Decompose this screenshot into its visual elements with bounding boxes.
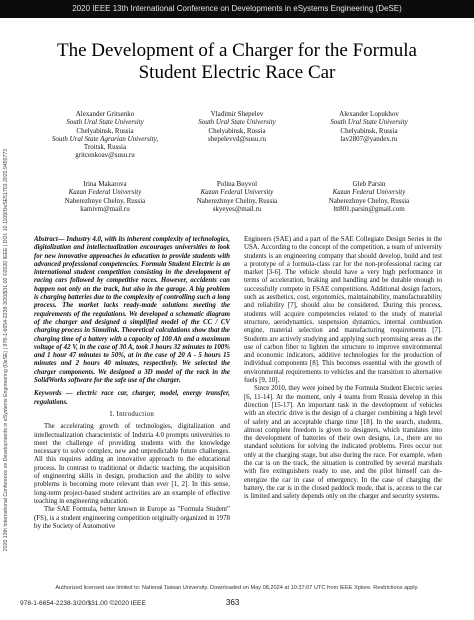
author-city: Troitsk, Russia: [83, 143, 127, 152]
author-email: kamivm@mail.ru: [80, 204, 130, 213]
doi-sidebar-text: 2020 13th International Conference on Developments in eSystems Engineering (DeSE) | 978-1-6654-2238-3/20/$31.00 ©2020 IEEE | DOI: 10.1109/DeSE51703.2020.9450773: [3, 148, 9, 552]
author-block: [40, 180, 170, 213]
page-number: 363: [226, 598, 240, 607]
author-name: Irina Makarova: [83, 180, 127, 188]
author-affiliation: South Ural State University: [66, 118, 144, 127]
author-email: skyeyes@mail.ru: [212, 204, 262, 213]
author-block: [40, 110, 170, 160]
body-paragraph: Since 2010, they were joined by the Formula Student Electric series [6, 11-14]. At the moment, only 4 teams from Russia develop in this direction [15-17]. An important task in the development of vehicles with an electric drive is the design of a charger combining a high level of safety and an acceptable charge time [18]. In the search, students, almost complete freedom is given to designers, which translates into the development of batteries of their own designs, i.e., there are no standard solutions for solving the indicated problems. Fires occur not only at the charging stage, but also during the race. For example, when the car is on the track, the situation is controlled by several marshals with fire extinguishers ready to use, and the pilot himself can de-energize the car in case of emergency. In the case of charging the battery, the car is in the closed paddock mode, that is, access to the car is limited and safety depends only on the charger and security systems.: [244, 385, 442, 501]
author-name: Gleb Parsin: [352, 180, 386, 188]
title-line-1: The Development of a Charger for the Formula: [56, 40, 417, 61]
author-name: Alexander Lopukhov: [339, 110, 399, 118]
section-heading: I. Introduction: [109, 410, 155, 418]
doi-sidebar: [2, 80, 10, 620]
author-block: [172, 180, 302, 213]
author-city: Naberezhnye Chelny, Russia: [328, 196, 410, 205]
body-paragraph: The SAE Formula, better known in Europe as "Formula Student" (FS), is a student engineering competition originally organized in 1978 by the Society of Automotive: [34, 506, 230, 530]
abstract: Abstract— Industry 4.0, with its inherent complexity of technologies, digitalization and intellectualization encourages universities to look for new innovative approaches in education to provide students with advanced professional competencies. Formula Student Electric is an international student competition consisting in the development of racing cars followed by competitive races. However, accidents can happen not only on the track, but also in the garage. A big problem is charging batteries due to the complexity of controlling such a long process. The market lacks ready-made solutions meeting the requirements of the regulations. We developed a schematic diagram of the charger and designed a simplified model of the CC / CV charging process in Simulink. Theoretical calculations show that the charging time of a battery with a capacity of 100 Ah and a maximum voltage of 42 V, in the case of 30 A, took 3 hours 32 minutes to 100% and 1 hour 47 minutes to 50%, at in the case of 20 A - 5 hours 15 minutes and 2 hours 40 minutes, respectively. We selected the charger components. We designed a 3D model of the rack in the SolidWorks software for the safe use of the charger.: [34, 236, 230, 385]
author-city: Chelyabinsk, Russia: [76, 126, 134, 135]
author-affiliation: Kazan Federal University: [68, 188, 142, 197]
paper-title: [20, 40, 454, 84]
author-affiliation: Kazan Federal University: [200, 188, 274, 197]
author-name: Alexander Gritsenko: [75, 110, 135, 118]
license-notice: Authorized licensed use limited to: National Taiwan University. Downloaded on May 08,2024 at 10:37:07 UTC from IEEE Xplore. Restrictions apply.: [55, 585, 419, 591]
author-name: Vladimir Shepelev: [210, 110, 264, 118]
body-paragraph: Engineers (SAE) and a part of the SAE Collegiate Design Series in the USA. According to the concept of the competition, a team of university students is an engineering company that should develop, build and test a prototype of a formula-class car for the non-professional racing car market [3-6]. The vehicle should have a very high performance in terms of acceleration, braking and handling and be durable enough to successfully compete in FSAE competitions. Additional design factors, such as aesthetics, cost, ergonomics, maintainability, manufacturability and reliability [7], should also be considered. During this process, students will acquire competencies related to the study of material structure, aerodynamics, suspension dynamics, internal combustion engine, material selection and manufacturing requirements [7]. Students are actively studying and applying such promising areas as the use of carbon fiber to lighten the structure to improve environmental and economic indicators, additive technologies for the production of individual components [8]. This becomes essential with the growth of environmental requirements to vehicles and the transition to alternative fuels [9, 10].: [244, 236, 442, 385]
author-city: Naberezhnye Chelny, Russia: [64, 196, 146, 205]
author-affiliation: South Ural State University: [198, 118, 276, 127]
author-name: Polina Buyvol: [216, 180, 258, 188]
conference-header: 2020 IEEE 13th International Conference on Developments in eSystems Engineering (DeSE): [0, 0, 474, 18]
author-block: [304, 180, 434, 213]
title-line-2: Student Electric Race Car: [138, 62, 336, 83]
author-city: Chelyabinsk, Russia: [340, 126, 398, 135]
author-block: [172, 110, 302, 143]
right-column: [244, 236, 442, 502]
left-column: [34, 236, 230, 531]
author-affiliation: South Ural State University: [330, 118, 408, 127]
author-block: [304, 110, 434, 143]
author-city: Chelyabinsk, Russia: [208, 126, 266, 135]
author-email: shepelevvd@susu.ru: [208, 134, 266, 143]
author-email: ltt801.parsin@gmail.com: [333, 204, 405, 213]
author-affiliation: Kazan Federal University: [332, 188, 406, 197]
author-email: lav2807@yandex.ru: [340, 134, 398, 143]
isbn-line: 978-1-6654-2238-3/20/$31.00 ©2020 IEEE: [20, 600, 146, 607]
body-paragraph: The accelerating growth of technologies, digitalization and intellectualization characteristic of Indstria 4.0 prompts universities to meet the challenge of providing students with the knowledge necessary to solve complex, new and unpredictable future challenges. All this requires adding an innovative approach to the educational process. In contrast to traditional or didactic teaching, the acquisition of engineering skills in design, production and the ability to solve problems is becoming more relevant than ever [1, 2]. In this sense, long-term project-based student activities are an example of effective teaching in engineering education.: [34, 423, 230, 505]
author-email: gritcenkoav@susu.ru: [75, 151, 135, 160]
author-affiliation: South Ural State Agrarian University,: [51, 134, 159, 143]
author-city: Naberezhnye Chelny, Russia: [196, 196, 278, 205]
keywords: Keywords — electric race car, charger, model, energy transfer, regulations.: [34, 390, 230, 406]
